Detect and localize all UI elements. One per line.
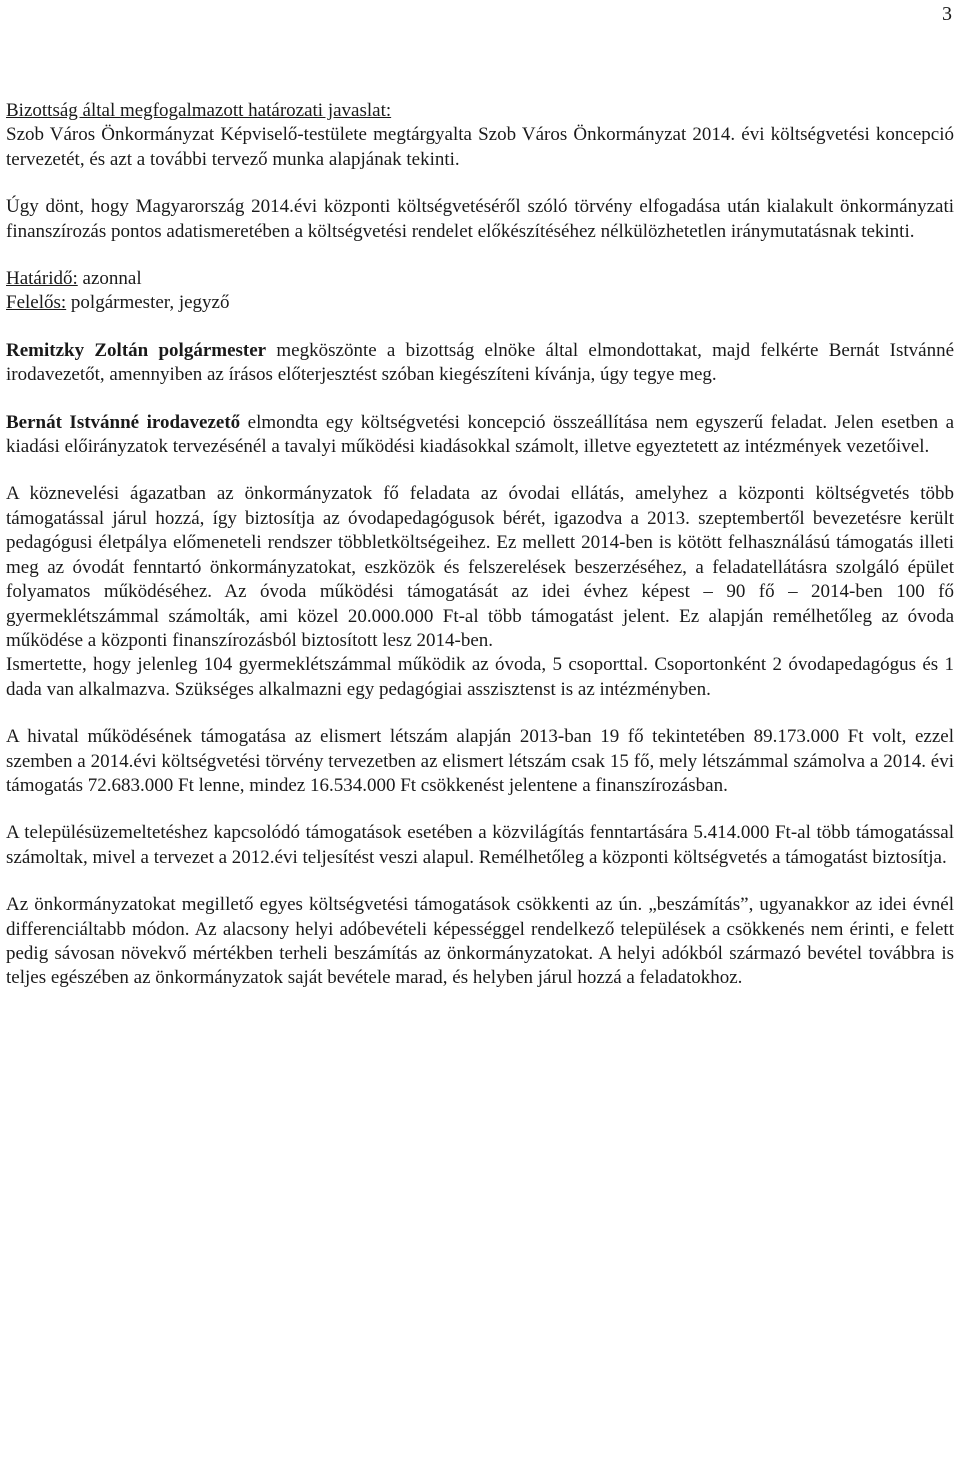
spacer — [6, 172, 954, 195]
spacer — [6, 870, 954, 893]
resolution-heading-text: Bizottság által megfogalmazott határozati javaslat: — [6, 100, 392, 121]
bernat-text: elmondta egy költségvetési koncepció összeállítása nem egyszerű feladat. Jelen esetben a kiadási előirányzatok tervezésénél a tavalyi működési kiadásokkal számolt, illetve egyeztetett az intézmények vezetőivel. — [6, 411, 955, 458]
paragraph-office: A hivatal működésének támogatása az elismert létszám alapján 2013-ban 19 fő tekintetében 89.173.000 Ft volt, ezzel szemben a 2014.évi költségvetési törvény tervezetben az elismert létszám csak 15 fő, mely létszámmal számolva a 2014. évi támogatás 72.683.000 Ft lenne, mindez 16.534.000 Ft csökkenést jelentene a finanszírozásban. — [6, 726, 954, 796]
page-number: 3 — [942, 3, 952, 25]
spacer — [6, 702, 954, 725]
paragraph-lighting: A településüzemeltetéshez kapcsolódó támogatások esetében a közvilágítás fenntartására 5.414.000 Ft-al több támogatással számoltak, mivel a tervezet a 2012.évi teljesítést veszi alapul. Remélhetőleg a központi költségvetés a támogatást biztosítja. — [6, 822, 954, 868]
responsible-value: polgármester, jegyző — [70, 292, 230, 314]
remitzky-text: megköszönte a bizottság elnöke által elmondottakat, majd felkérte Bernát Istvánné irodavezetőt, amennyiben az írásos előterjesztést szóban kiegészíteni kívánja, úgy tegye meg. — [6, 339, 954, 386]
spacer — [6, 459, 954, 482]
paragraph-remitzky — [6, 339, 954, 388]
spacer — [6, 798, 954, 821]
spacer — [6, 316, 954, 339]
resolution-heading — [6, 99, 954, 123]
deadline-value: azonnal — [82, 268, 142, 290]
speaker-remitzky: Remitzky Zoltán polgármester — [6, 339, 267, 361]
responsible-label: Felelős: — [6, 292, 67, 314]
spacer — [6, 388, 954, 411]
deadline-line — [6, 267, 954, 291]
resolution-decision: Úgy dönt, hogy Magyarország 2014.évi központi költségvetéséről szóló törvény elfogadása után kialakult önkormányzati finanszírozás pontos adatismeretében a költségvetési rendelet előkészítéséhez nélkülözhetetlen iránymutatásnak tekinti. — [6, 196, 954, 242]
document-body — [6, 99, 954, 991]
paragraph-accounting: Az önkormányzatokat megillető egyes költségvetési támogatások csökkenti az ún. „beszámítás”, ugyanakkor az idei évnél differenciáltabb módon. Az alacsony helyi adóbevételi képességgel rendelkező települések a csökkenés nem érinti, e felett pedig sávosan növekvő mértékben terheli beszámítás az önkormányzatokat. A helyi adókból származó bevétel továbbra is teljes egészében az önkormányzatok saját bevétele marad, és helyben járul hozzá a feladatokhoz. — [6, 894, 954, 989]
resolution-text: Szob Város Önkormányzat Képviselő-testülete megtárgyalta Szob Város Önkormányzat 2014. évi költségvetési koncepció tervezetét, és azt a további tervező munka alapjának tekinti. — [6, 124, 954, 170]
paragraph-bernat — [6, 411, 954, 460]
deadline-label: Határidő: — [6, 268, 78, 290]
spacer — [6, 244, 954, 267]
responsible-line — [6, 291, 954, 315]
speaker-bernat: Bernát Istvánné irodavezető — [6, 411, 241, 433]
paragraph-education: A köznevelési ágazatban az önkormányzatok fő feladata az óvodai ellátás, amelyhez a központi költségvetés több támogatással járul hozzá, így biztosítja az óvodapedagógusok bérét, igazodva a 2013. szeptembertől bevezetésre került pedagógusi életpálya előmeneteli rendszer többletköltségeihez. Ez mellett 2014-ben is kötött felhasználású támogatás illeti meg az óvodát fenntartó önkormányzatokat, eszközök és felszerelések beszerzéséhez, a feladatellátásra szolgáló épület folyamatos működéséhez. Az óvoda működési támogatását az idei évhez képest – 90 fő – 2014-ben 100 fő gyermeklétszámmal számolták, ami közel 20.000.000 Ft-al több támogatást jelent. Ez alapján remélhetőleg az óvoda működése a központi finanszírozásból biztosított lesz 2014-ben. — [6, 483, 954, 651]
paragraph-kindergarten: Ismertette, hogy jelenleg 104 gyermeklétszámmal működik az óvoda, 5 csoporttal. Csoportonként 2 óvodapedagógus és 1 dada van alkalmazva. Szükséges alkalmazni egy pedagógiai asszisztenst is az intézményben. — [6, 654, 954, 700]
